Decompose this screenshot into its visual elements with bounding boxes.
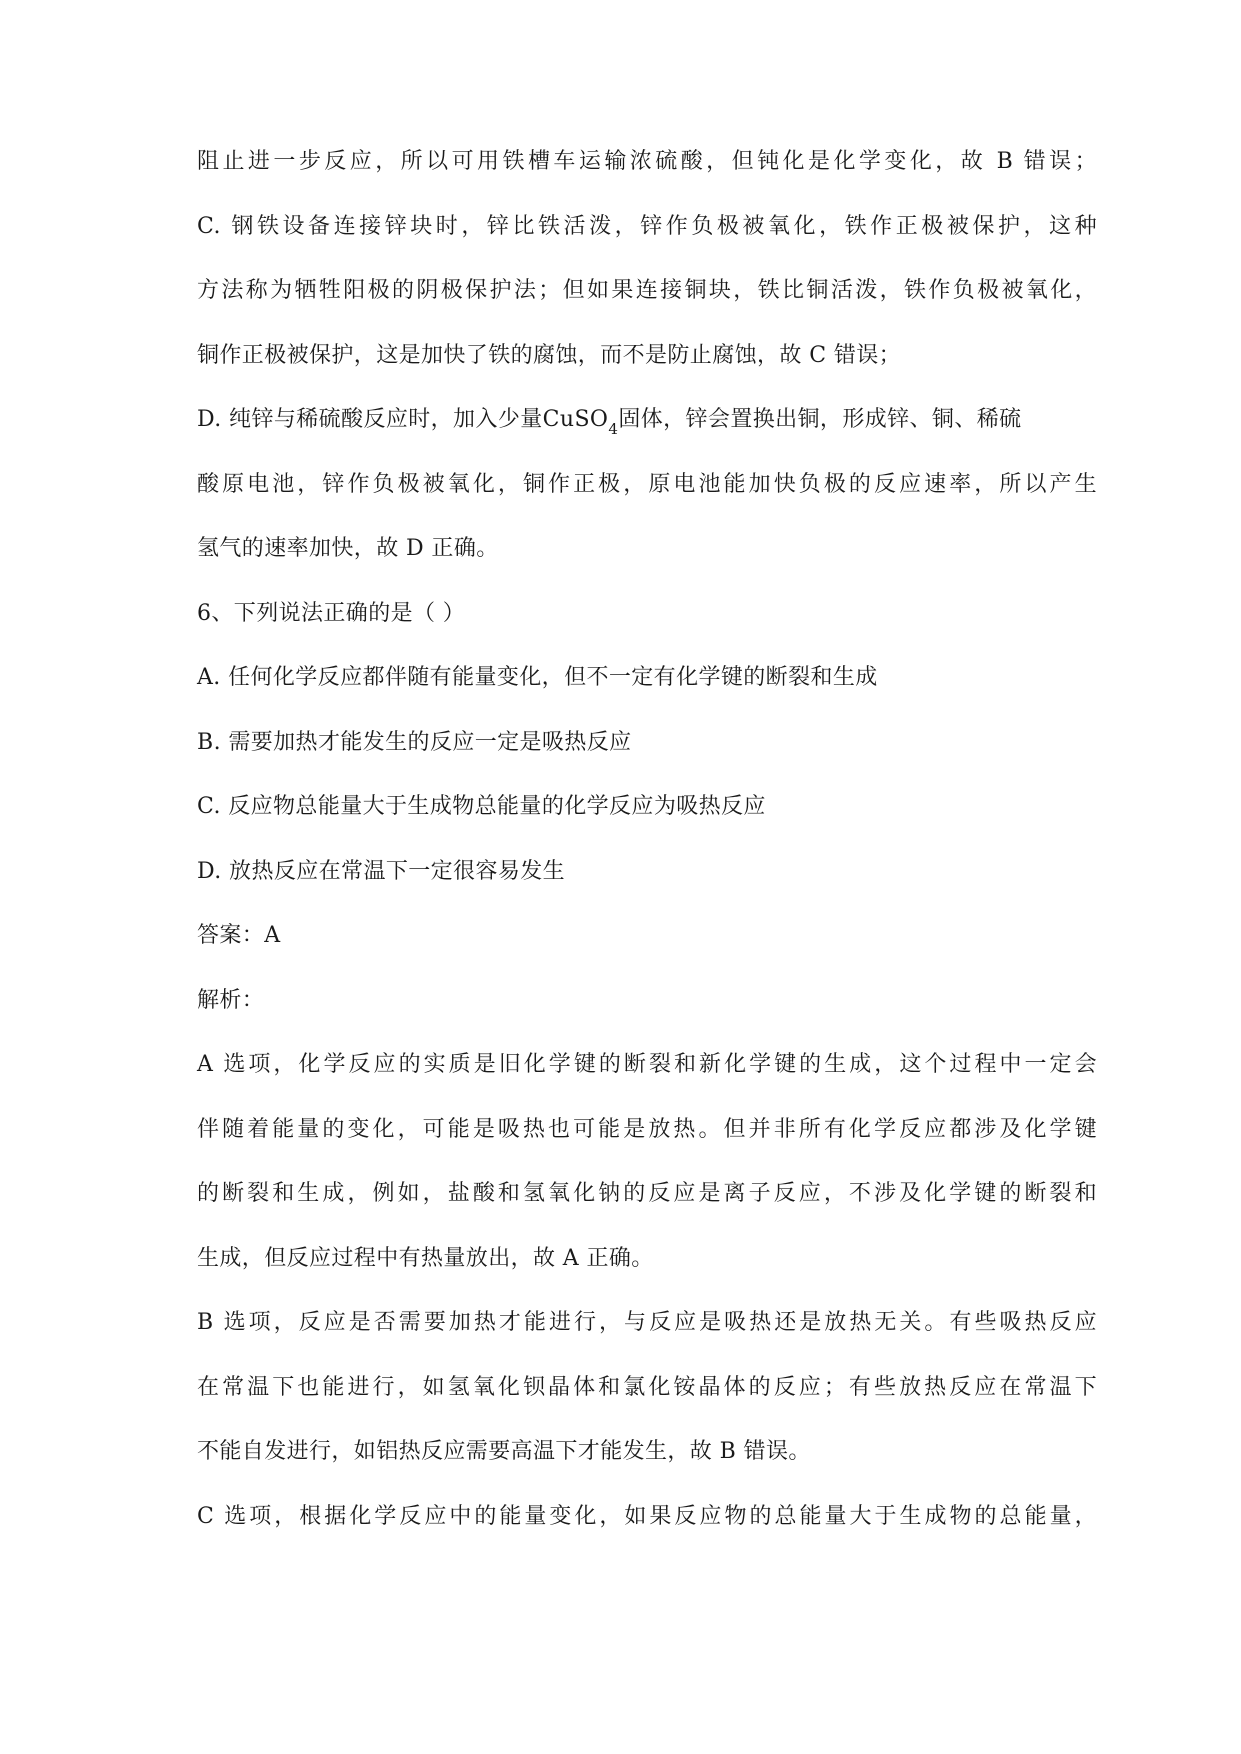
text-line: B 选项，反应是否需要加热才能进行，与反应是吸热还是放热无关。有些吸热反应 xyxy=(197,1310,1097,1335)
text-line: C. 钢铁设备连接锌块时，锌比铁活泼，锌作负极被氧化，铁作正极被保护，这种 xyxy=(197,213,1097,239)
text-line: 氢气的速率加快，故 D 正确。 xyxy=(197,536,499,561)
option-c: C. 反应物总能量大于生成物总能量的化学反应为吸热反应 xyxy=(197,794,766,819)
text-line: 阻止进一步反应，所以可用铁槽车运输浓硫酸，但钝化是化学变化，故 B 错误； xyxy=(197,149,1097,174)
text-segment: 固体，锌会置换出铜，形成锌、铜、稀硫 xyxy=(618,407,1022,432)
formula-subscript: 4 xyxy=(608,420,619,438)
question-title: 6、下列说法正确的是（ ） xyxy=(197,600,466,626)
text-line: 生成，但反应过程中有热量放出，故 A 正确。 xyxy=(197,1245,654,1271)
text-line: 伴随着能量的变化，可能是吸热也可能是放热。但并非所有化学反应都涉及化学键 xyxy=(197,1116,1097,1142)
answer: 答案：A xyxy=(197,923,281,948)
text-line: A 选项，化学反应的实质是旧化学键的断裂和新化学键的生成，这个过程中一定会 xyxy=(197,1052,1097,1077)
document-body xyxy=(197,148,1097,1567)
text-line: 铜作正极被保护，这是加快了铁的腐蚀，而不是防止腐蚀，故 C 错误； xyxy=(197,342,902,368)
analysis-heading: 解析： xyxy=(197,987,265,1013)
option-b: B. 需要加热才能发生的反应一定是吸热反应 xyxy=(197,729,632,755)
text-segment: D. 纯锌与稀硫酸反应时，加入少量 xyxy=(197,407,543,432)
option-a: A. 任何化学反应都伴随有能量变化，但不一定有化学键的断裂和生成 xyxy=(197,665,878,690)
text-line-with-formula xyxy=(197,406,1097,438)
text-line: 的断裂和生成，例如，盐酸和氢氧化钠的反应是离子反应，不涉及化学键的断裂和 xyxy=(197,1181,1097,1206)
text-line: 酸原电池，锌作负极被氧化，铜作正极，原电池能加快负极的反应速率，所以产生 xyxy=(197,471,1097,497)
text-line: 在常温下也能进行，如氢氧化钡晶体和氯化铵晶体的反应；有些放热反应在常温下 xyxy=(197,1374,1097,1400)
text-line: 方法称为牺牲阳极的阴极保护法；但如果连接铜块，铁比铜活泼，铁作负极被氧化， xyxy=(197,278,1097,303)
text-line: 不能自发进行，如铝热反应需要高温下才能发生，故 B 错误。 xyxy=(197,1439,811,1464)
chemical-formula: CuSO xyxy=(542,407,609,432)
text-line: C 选项，根据化学反应中的能量变化，如果反应物的总能量大于生成物的总能量， xyxy=(197,1503,1097,1529)
option-d: D. 放热反应在常温下一定很容易发生 xyxy=(197,858,566,884)
